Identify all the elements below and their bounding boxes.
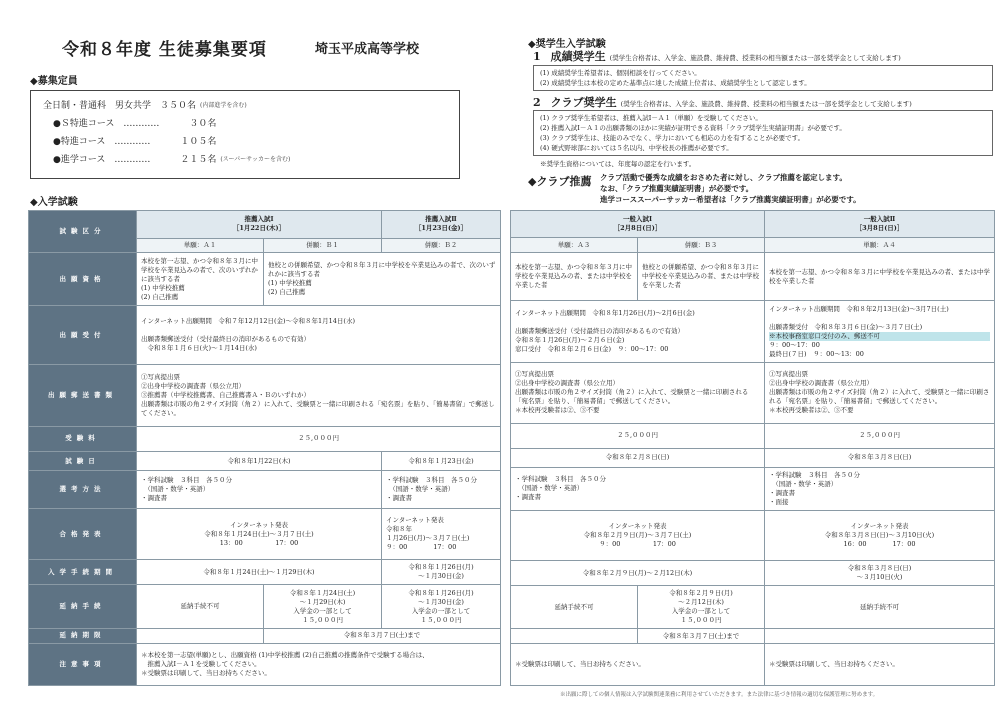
club-suisen-title: ◆クラブ推薦 xyxy=(528,175,592,188)
page-title: 令和８年度 生徒募集要項 xyxy=(62,40,267,60)
sub-a4: 単願：Ａ４ xyxy=(765,238,995,253)
shorui-g1: ①写真提出票 ②出身中学校の調査書（県公立用） 出願書類は市販の角２サイズ封筒（角２）に入れて、受験票と一緒に印刷される「宛名票」を貼り、「簡易書留」で郵送してください。 ＊本校再受験者は②、③不要 xyxy=(511,363,765,424)
label-tetsuzuki: 入学手続期間 xyxy=(29,560,137,585)
seiseki-item: (1) 成績奨学生希望者は、個別相談を行ってください。 xyxy=(540,69,701,77)
ennou-a1: 延納手続不可 xyxy=(137,585,264,628)
label-kigen: 延納期限 xyxy=(29,628,137,643)
club-box xyxy=(533,110,993,156)
uketsuke-g2-hours: ９：00～17：00 最終日(７日) ９：00～13：00 xyxy=(769,340,864,358)
chui-g2: ＊受験票は印刷して、当日お持ちください。 xyxy=(765,643,995,685)
ennou-b3: 令和８年２月９日(月) ～２月12日(木) 入学金の一部として １５,０００円 xyxy=(638,586,765,629)
tetsuzuki-g2: 令和８年３月８日(日) ～３月10日(火) xyxy=(765,561,995,586)
sub-a1: 単願：Ａ１ xyxy=(137,238,264,253)
date-g2: 令和８年３月８日(日) xyxy=(765,448,995,467)
course-name: ●進学コース ………… xyxy=(53,155,151,165)
chui-left: ＊本校を第一志望(単願)とし、出願資格 (1)中学校推薦 (2)自己推薦の推薦条件で受験する場合は、 推薦入試Ⅰ－Ａ１を受験してください。 ＊受験票は印刷して、当日お持ちください。 xyxy=(137,643,501,685)
kigen-left: 令和８年３月７日(土)まで xyxy=(264,628,501,643)
ennou-a4: 延納手続不可 xyxy=(765,586,995,629)
senko-g1: ・学科試験 ３科目 各５０分 （国語・数学・英語） ・調査書 xyxy=(511,467,765,510)
sub-b1: 併願：Ｂ１ xyxy=(264,238,382,253)
sub-b2: 併願：Ｂ２ xyxy=(382,238,501,253)
senko-s2: ・学科試験 ３科目 各５０分 （国語・数学・英語） ・調査書 xyxy=(382,471,501,509)
club-title: クラブ奨学生 xyxy=(550,96,617,109)
g1-date: ［2月8日(日)］ xyxy=(613,224,662,233)
boshu-heading: ◆募集定員 xyxy=(30,76,78,87)
tetsuzuki-s2: 令和８年１月26日(月) ～１月30日(金) xyxy=(382,560,501,585)
ennou-a3: 延納手続不可 xyxy=(511,586,638,629)
s1-date: ［1月22日(木)］ xyxy=(232,224,286,233)
uketsuke-g2-highlight: ※本校事務室窓口受付のみ、郵送不可 xyxy=(769,332,990,341)
g1-title: 一般入試Ⅰ xyxy=(622,215,653,224)
label-chui: 注意事項 xyxy=(29,643,137,685)
boshu-total: 全日制・普通科 男女共学 ３５０名 xyxy=(43,101,197,111)
course-name: ●特進コース ………… xyxy=(53,137,151,147)
school-name: 埼玉平成高等学校 xyxy=(315,42,420,57)
shogaku-heading: ◆奨学生入学試験 xyxy=(528,39,606,50)
ennou-b1: 令和８年１月24日(土) ～１月29日(木) 入学金の一部として １５,０００円 xyxy=(264,585,382,628)
shorui-left: ①写真提出票 ②出身中学校の調査書（県公立用） ③推薦書（中学校推薦書、自己推薦書Ａ・Ｂのいずれか） 出願書類は市販の角２サイズ封筒（角２）に入れて、受験票と一緒に印刷される「宛名票」を貼り、「簡易書留」で郵送してください。 xyxy=(137,365,501,426)
club-item: (1) クラブ奨学生希望者は、推薦入試Ⅰ－Ａ１（単願）を受験してください。 xyxy=(540,114,762,122)
exam-heading: ◆入学試験 xyxy=(30,197,78,208)
exam-table-right xyxy=(510,210,995,686)
shikaku-b: 他校との併願希望、かつ令和８年３月に中学校を卒業見込みの者で、次のいずれかに該当する者 (1) 中学校推薦 (2) 自己推薦 xyxy=(264,253,501,306)
boshu-box xyxy=(30,90,460,179)
label-kubun: 試験区分 xyxy=(29,211,137,253)
g2-date: ［3月8日(日)］ xyxy=(855,224,904,233)
date-s2: 令和８年１月23日(金) xyxy=(382,452,501,471)
sub-a3: 単願：Ａ３ xyxy=(511,238,638,253)
label-senko: 選考方法 xyxy=(29,471,137,509)
shikaku-a3: 本校を第一志望、かつ令和８年３月に中学校を卒業見込みの者、または中学校を卒業した者 xyxy=(511,252,638,300)
seiseki-note: (奨学生合格者は、入学金、施設費、維持費、授業料の相当額または一部を奨学金として支給します) xyxy=(609,54,901,62)
g2-title: 一般入試Ⅱ xyxy=(863,215,896,224)
label-date: 試験日 xyxy=(29,452,137,471)
footer-note: ※出願に際しての個人情報は入学試験関連業務に利用させていただきます。また法律に基づき情報の適切な保護管理に努めます。 xyxy=(560,692,879,698)
club-item: (3) クラブ奨学生は、技能のみでなく、学力においても相応の力を有することが必要です。 xyxy=(540,134,805,142)
course-count: １０５名 xyxy=(180,137,217,147)
s2-date: ［1月23日(金)］ xyxy=(414,224,468,233)
s2-title: 推薦入試Ⅱ xyxy=(425,215,457,224)
course-note: (スーパーサッカーを含む) xyxy=(220,156,291,163)
fee-g1: ２５,０００円 xyxy=(511,423,765,448)
uketsuke-g2-main: インターネット出願期間 令和８年2月13日(金)～3月7日(土) 出願書類受付 令和８年３月６日(金)～３月７日(土) xyxy=(769,304,949,331)
suisen-line: クラブ活動で優秀な成績をおさめた者に対し、クラブ推薦を認定します。 xyxy=(600,173,847,182)
suisen-line: 進学コーススーパーサッカー希望者は「クラブ推薦実績証明書」が必要です。 xyxy=(600,195,861,204)
shogaku-footnote: ※奨学生資格については、年度毎の認定を行います。 xyxy=(540,160,696,168)
course-count: ２１５名 xyxy=(180,155,217,165)
label-happyo: 合格発表 xyxy=(29,509,137,560)
senko-s1: ・学科試験 ３科目 各５０分 （国語・数学・英語） ・調査書 xyxy=(137,471,382,509)
club-item: (4) 硬式野球部においては５名以内、中学校長の推薦が必要です。 xyxy=(540,144,733,152)
seiseki-num: 1 xyxy=(533,50,541,63)
label-fee: 受験料 xyxy=(29,426,137,451)
club-item: (2) 推薦入試Ⅰ－Ａ１の出願書類のほかに実績が証明できる資料「クラブ奨学生実績証明書」が必要です。 xyxy=(540,124,846,132)
senko-g2: ・学科試験 ３科目 各５０分 （国語・数学・英語） ・調査書 ・面接 xyxy=(765,467,995,510)
uketsuke-left: インターネット出願期間 令和７年12月12日(金)～令和８年1月14日(水) 出願書類郵送受付（受付最終日の消印があるもので有効） 令和８年１月６日(火)～１月14日(水) xyxy=(137,306,501,365)
exam-table-left xyxy=(28,210,501,686)
seiseki-heading xyxy=(533,48,993,64)
shikaku-a1: 本校を第一志望、かつ令和８年３月に中学校を卒業見込みの者で、次のいずれかに該当する者 (1) 中学校推薦 (2) 自己推薦 xyxy=(137,253,264,306)
label-shikaku: 出願資格 xyxy=(29,253,137,306)
tetsuzuki-s1: 令和８年１月24日(土)～１月29日(木) xyxy=(137,560,382,585)
shorui-g2: ①写真提出票 ②出身中学校の調査書（県公立用） 出願書類は市販の角２サイズ封筒（角２）に入れて、受験票と一緒に印刷される「宛名票」を貼り、「簡易書留」で郵送してください。 ＊本校再受験者は②、③不要 xyxy=(765,363,995,424)
happyo-g2: インターネット発表 令和８年３月８日(日)～３月10日(火) 16：00 17：00 xyxy=(765,510,995,560)
shikaku-b3: 他校との併願希望、かつ令和８年３月に中学校を卒業見込みの者、または中学校を卒業した者 xyxy=(638,252,765,300)
seiseki-title: 成績奨学生 xyxy=(550,50,606,63)
fee-g2: ２５,０００円 xyxy=(765,423,995,448)
sub-b3: 併願：Ｂ３ xyxy=(638,238,765,253)
seiseki-box xyxy=(533,65,993,91)
label-ennou: 延納手続 xyxy=(29,585,137,628)
seiseki-item: (2) 成績奨学生は本校の定めた基準点に達した成績上位者は、成績奨学生として認定します。 xyxy=(540,79,811,87)
course-count: ３０名 xyxy=(189,119,217,129)
club-suisen-text xyxy=(600,172,861,205)
course-name: ●Ｓ特進コース ………… xyxy=(53,119,160,129)
suisen-line: なお、「クラブ推薦実績証明書」が必要です。 xyxy=(600,184,754,193)
uketsuke-g1: インターネット出願期間 令和８年1月26日(月)～2月6日(金) 出願書類郵送受付（受付最終日の消印があるもので有効） 令和８年１月26日(月)～２月６日(金) 窓口受付 令和８年２月６日(金) ９：00～17：00 xyxy=(511,301,765,363)
club-num: 2 xyxy=(533,96,541,109)
label-shorui: 出願郵送書類 xyxy=(29,365,137,426)
fee-left: ２５,０００円 xyxy=(137,426,501,451)
tetsuzuki-g1: 令和８年２月９日(月)～２月12日(木) xyxy=(511,561,765,586)
date-g1: 令和８年２月８日(日) xyxy=(511,448,765,467)
boshu-total-note: (内部進学を含む) xyxy=(200,102,247,109)
ennou-b2: 令和８年１月26日(月) ～１月30日(金) 入学金の一部として １５,０００円 xyxy=(382,585,501,628)
club-heading xyxy=(533,94,993,110)
s1-title: 推薦入試Ⅰ xyxy=(244,215,274,224)
happyo-g1: インターネット発表 令和８年２月９日(月)～３月７日(土) ９：00 17：00 xyxy=(511,510,765,560)
club-note: (奨学生合格者は、入学金、施設費、維持費、授業料の相当額または一部を奨学金として支給します) xyxy=(620,100,912,108)
label-uketsuke: 出願受付 xyxy=(29,306,137,365)
kigen-right: 令和８年３月７日(土)まで xyxy=(638,629,765,644)
shikaku-a4: 本校を第一志望、かつ令和８年３月に中学校を卒業見込みの者、または中学校を卒業した者 xyxy=(765,252,995,300)
chui-g1: ＊受験票は印刷して、当日お持ちください。 xyxy=(511,643,765,685)
happyo-s2: インターネット発表 令和８年 １月26日(月)～３月７日(土) ９：00 17：00 xyxy=(382,509,501,560)
happyo-s1: インターネット発表 令和８年１月24日(土)～３月７日(土) 13：00 17：00 xyxy=(137,509,382,560)
uketsuke-g2 xyxy=(765,301,995,363)
date-s1: 令和８年1月22日(木) xyxy=(137,452,382,471)
